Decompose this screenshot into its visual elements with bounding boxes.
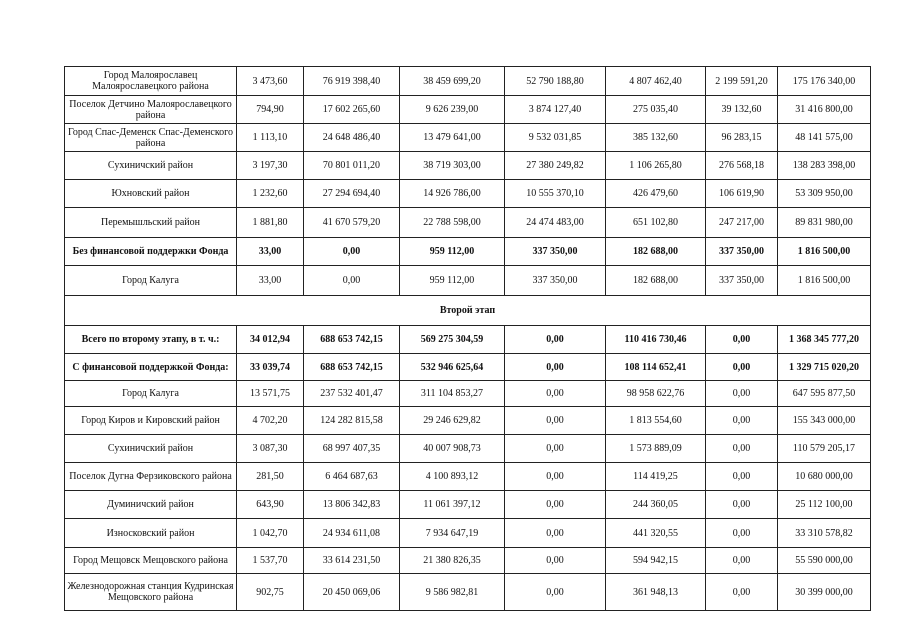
value-cell: 0,00 <box>505 574 606 611</box>
value-cell: 175 176 340,00 <box>778 67 871 96</box>
value-cell: 569 275 304,59 <box>400 326 505 354</box>
value-cell: 13 479 641,00 <box>400 124 505 152</box>
value-cell: 13 571,75 <box>237 381 304 407</box>
table-row <box>65 67 871 96</box>
value-cell: 0,00 <box>706 574 778 611</box>
value-cell: 22 788 598,00 <box>400 208 505 238</box>
value-cell: 0,00 <box>706 407 778 435</box>
value-cell: 30 399 000,00 <box>778 574 871 611</box>
row-name: Город Спас-Деменск Спас-Деменского района <box>65 124 237 152</box>
value-cell: 24 474 483,00 <box>505 208 606 238</box>
value-cell: 114 419,25 <box>606 463 706 491</box>
table-row <box>65 491 871 519</box>
table-row <box>65 266 871 296</box>
value-cell: 9 586 982,81 <box>400 574 505 611</box>
value-cell: 532 946 625,64 <box>400 354 505 381</box>
row-name: Перемышльский район <box>65 208 237 238</box>
row-name: Сухиничский район <box>65 435 237 463</box>
value-cell: 0,00 <box>505 548 606 574</box>
value-cell: 0,00 <box>304 266 400 296</box>
value-cell: 48 141 575,00 <box>778 124 871 152</box>
value-cell: 1 368 345 777,20 <box>778 326 871 354</box>
value-cell: 38 719 303,00 <box>400 152 505 180</box>
row-name: Город Малоярославец Малоярославецкого района <box>65 67 237 96</box>
value-cell: 1 106 265,80 <box>606 152 706 180</box>
value-cell: 33 039,74 <box>237 354 304 381</box>
value-cell: 17 602 265,60 <box>304 96 400 124</box>
value-cell: 34 012,94 <box>237 326 304 354</box>
value-cell: 0,00 <box>505 435 606 463</box>
value-cell: 27 294 694,40 <box>304 180 400 208</box>
value-cell: 0,00 <box>505 381 606 407</box>
value-cell: 108 114 652,41 <box>606 354 706 381</box>
value-cell: 0,00 <box>505 354 606 381</box>
value-cell: 4 807 462,40 <box>606 67 706 96</box>
value-cell: 3 087,30 <box>237 435 304 463</box>
value-cell: 7 934 647,19 <box>400 519 505 548</box>
value-cell: 11 061 397,12 <box>400 491 505 519</box>
value-cell: 1 113,10 <box>237 124 304 152</box>
value-cell: 0,00 <box>505 519 606 548</box>
value-cell: 0,00 <box>706 463 778 491</box>
value-cell: 311 104 853,27 <box>400 381 505 407</box>
table-row <box>65 548 871 574</box>
table-row <box>65 326 871 354</box>
value-cell: 0,00 <box>304 238 400 266</box>
value-cell: 244 360,05 <box>606 491 706 519</box>
value-cell: 24 648 486,40 <box>304 124 400 152</box>
row-name: Город Киров и Кировский район <box>65 407 237 435</box>
value-cell: 33,00 <box>237 266 304 296</box>
value-cell: 441 320,55 <box>606 519 706 548</box>
value-cell: 3 874 127,40 <box>505 96 606 124</box>
table-row <box>65 124 871 152</box>
value-cell: 138 283 398,00 <box>778 152 871 180</box>
value-cell: 0,00 <box>505 491 606 519</box>
value-cell: 24 934 611,08 <box>304 519 400 548</box>
value-cell: 337 350,00 <box>505 266 606 296</box>
value-cell: 0,00 <box>505 326 606 354</box>
value-cell: 76 919 398,40 <box>304 67 400 96</box>
value-cell: 0,00 <box>706 491 778 519</box>
value-cell: 426 479,60 <box>606 180 706 208</box>
value-cell: 0,00 <box>706 326 778 354</box>
value-cell: 110 579 205,17 <box>778 435 871 463</box>
table-row <box>65 96 871 124</box>
value-cell: 1 816 500,00 <box>778 238 871 266</box>
value-cell: 68 997 407,35 <box>304 435 400 463</box>
value-cell: 33 614 231,50 <box>304 548 400 574</box>
value-cell: 1 537,70 <box>237 548 304 574</box>
value-cell: 21 380 826,35 <box>400 548 505 574</box>
value-cell: 275 035,40 <box>606 96 706 124</box>
value-cell: 40 007 908,73 <box>400 435 505 463</box>
row-name: Поселок Дугна Ферзиковского района <box>65 463 237 491</box>
value-cell: 1 329 715 020,20 <box>778 354 871 381</box>
value-cell: 25 112 100,00 <box>778 491 871 519</box>
value-cell: 10 680 000,00 <box>778 463 871 491</box>
row-name: Сухиничский район <box>65 152 237 180</box>
value-cell: 0,00 <box>706 381 778 407</box>
value-cell: 1 573 889,09 <box>606 435 706 463</box>
value-cell: 98 958 622,76 <box>606 381 706 407</box>
value-cell: 13 806 342,83 <box>304 491 400 519</box>
value-cell: 182 688,00 <box>606 266 706 296</box>
value-cell: 29 246 629,82 <box>400 407 505 435</box>
value-cell: 96 283,15 <box>706 124 778 152</box>
table-row <box>65 407 871 435</box>
value-cell: 385 132,60 <box>606 124 706 152</box>
value-cell: 10 555 370,10 <box>505 180 606 208</box>
value-cell: 643,90 <box>237 491 304 519</box>
row-name: Город Мещовск Мещовского района <box>65 548 237 574</box>
value-cell: 6 464 687,63 <box>304 463 400 491</box>
value-cell: 4 702,20 <box>237 407 304 435</box>
table-row <box>65 435 871 463</box>
value-cell: 959 112,00 <box>400 266 505 296</box>
row-name: Железнодорожная станция Кудринская Мещовского района <box>65 574 237 611</box>
table-row <box>65 238 871 266</box>
value-cell: 337 350,00 <box>706 238 778 266</box>
value-cell: 155 343 000,00 <box>778 407 871 435</box>
value-cell: 0,00 <box>706 548 778 574</box>
value-cell: 3 473,60 <box>237 67 304 96</box>
row-name: С финансовой поддержкой Фонда: <box>65 354 237 381</box>
value-cell: 38 459 699,20 <box>400 67 505 96</box>
value-cell: 1 881,80 <box>237 208 304 238</box>
financing-table <box>64 66 871 611</box>
stage-title: Второй этап <box>65 296 871 326</box>
value-cell: 55 590 000,00 <box>778 548 871 574</box>
value-cell: 794,90 <box>237 96 304 124</box>
value-cell: 14 926 786,00 <box>400 180 505 208</box>
value-cell: 247 217,00 <box>706 208 778 238</box>
value-cell: 4 100 893,12 <box>400 463 505 491</box>
row-name: Город Калуга <box>65 381 237 407</box>
table-row <box>65 354 871 381</box>
value-cell: 39 132,60 <box>706 96 778 124</box>
value-cell: 124 282 815,58 <box>304 407 400 435</box>
value-cell: 70 801 011,20 <box>304 152 400 180</box>
row-name: Без финансовой поддержки Фонда <box>65 238 237 266</box>
value-cell: 276 568,18 <box>706 152 778 180</box>
value-cell: 3 197,30 <box>237 152 304 180</box>
value-cell: 651 102,80 <box>606 208 706 238</box>
table-row <box>65 463 871 491</box>
value-cell: 281,50 <box>237 463 304 491</box>
table-row <box>65 574 871 611</box>
value-cell: 0,00 <box>505 407 606 435</box>
value-cell: 52 790 188,80 <box>505 67 606 96</box>
row-name: Юхновский район <box>65 180 237 208</box>
value-cell: 594 942,15 <box>606 548 706 574</box>
value-cell: 182 688,00 <box>606 238 706 266</box>
value-cell: 110 416 730,46 <box>606 326 706 354</box>
value-cell: 27 380 249,82 <box>505 152 606 180</box>
table-row <box>65 180 871 208</box>
value-cell: 33 310 578,82 <box>778 519 871 548</box>
value-cell: 33,00 <box>237 238 304 266</box>
value-cell: 1 816 500,00 <box>778 266 871 296</box>
value-cell: 688 653 742,15 <box>304 326 400 354</box>
table-row <box>65 519 871 548</box>
value-cell: 9 532 031,85 <box>505 124 606 152</box>
value-cell: 1 813 554,60 <box>606 407 706 435</box>
value-cell: 1 232,60 <box>237 180 304 208</box>
value-cell: 53 309 950,00 <box>778 180 871 208</box>
value-cell: 0,00 <box>706 435 778 463</box>
value-cell: 20 450 069,06 <box>304 574 400 611</box>
value-cell: 31 416 800,00 <box>778 96 871 124</box>
value-cell: 688 653 742,15 <box>304 354 400 381</box>
value-cell: 41 670 579,20 <box>304 208 400 238</box>
row-name: Город Калуга <box>65 266 237 296</box>
row-name: Думиничский район <box>65 491 237 519</box>
row-name: Поселок Детчино Малоярославецкого района <box>65 96 237 124</box>
value-cell: 959 112,00 <box>400 238 505 266</box>
value-cell: 361 948,13 <box>606 574 706 611</box>
table-row <box>65 381 871 407</box>
stage-header-row <box>65 296 871 326</box>
value-cell: 902,75 <box>237 574 304 611</box>
row-name: Всего по второму этапу, в т. ч.: <box>65 326 237 354</box>
table-row <box>65 208 871 238</box>
value-cell: 0,00 <box>706 354 778 381</box>
value-cell: 237 532 401,47 <box>304 381 400 407</box>
value-cell: 0,00 <box>505 463 606 491</box>
table-row <box>65 152 871 180</box>
value-cell: 2 199 591,20 <box>706 67 778 96</box>
value-cell: 647 595 877,50 <box>778 381 871 407</box>
value-cell: 106 619,90 <box>706 180 778 208</box>
value-cell: 0,00 <box>706 519 778 548</box>
table-body <box>65 67 871 611</box>
value-cell: 9 626 239,00 <box>400 96 505 124</box>
value-cell: 1 042,70 <box>237 519 304 548</box>
value-cell: 337 350,00 <box>505 238 606 266</box>
value-cell: 337 350,00 <box>706 266 778 296</box>
row-name: Износковский район <box>65 519 237 548</box>
value-cell: 89 831 980,00 <box>778 208 871 238</box>
